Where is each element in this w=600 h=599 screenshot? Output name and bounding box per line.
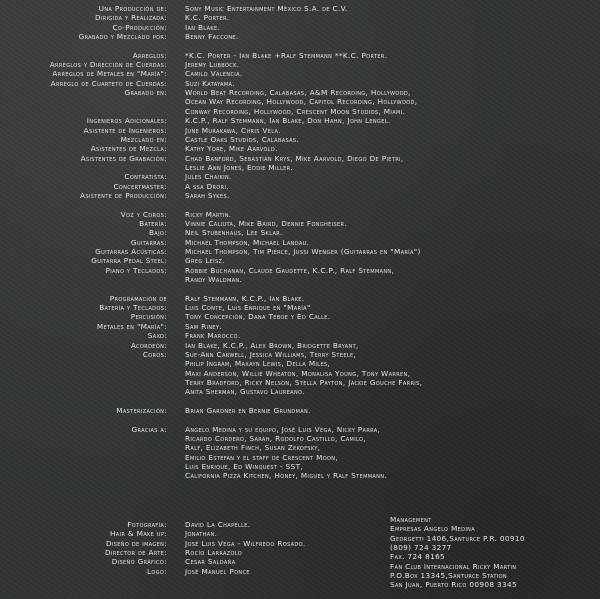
credit-label: Metales en "María": [96,321,167,331]
credit-label: Concertmaster: [113,181,167,191]
credit-row [0,378,600,387]
credit-value: World Beat Recording, Calabasas, A&M Recording, Hollywood, [185,88,411,98]
credit-row [0,135,600,144]
credit-value: Castle Oaks Studios, Calabasas. [185,134,300,144]
credit-row [0,275,600,284]
credit-label: Batería y Teclados: [99,303,167,313]
credit-value: *K.C. Porter - Ian Blake +Ralf Stemmann **K.C. Porter. [185,50,388,60]
credit-row [0,32,600,41]
credit-value: K.C.P., Ralf Stemmann, Ian Blake, Don Hahn, John Lengel. [185,116,391,126]
section-gap [0,41,600,50]
credit-label: Grabado y Mezclado por: [78,32,167,42]
credit-value: Greg Leisz. [185,256,225,266]
credit-label: Ingenieros Adicionales: [86,116,167,126]
design-credit-value: José Luis Vega - Wilfredo Rosado. [185,538,306,548]
credit-value: Emilio Estefan y el staff de Crescent Moon, [185,452,339,462]
credit-value: Conway Recording, Hollywood, Crescent Moon Studios, Miami. [185,106,406,116]
credit-value: Terry Bradford, Ricky Nelson, Stella Payton, Jackie Gouche Farris, [185,377,423,387]
credit-label: Co-Producción: [112,22,167,32]
credit-row [0,303,600,312]
credit-label: Acordeón: [130,340,167,350]
credit-row [0,13,600,22]
credit-row [0,88,600,97]
credit-row [0,387,600,396]
management-line: P.O.Box 13345,Santurce Station [390,571,507,581]
credit-label: Bajo: [148,228,167,238]
credit-label: Coros: [142,349,167,359]
credit-label: Guitarra Pedal Steel: [91,256,167,266]
credit-value: Angelo Medina y su equipo, José Luis Vega, Nicky Parra, [185,424,381,434]
section-gap [0,397,600,406]
design-credit-value: Jonathan. [185,529,218,539]
credit-value: Tony Concepción, Dana Teboe y Ed Calle. [185,312,331,322]
credit-row [0,60,600,69]
credit-label: Masterización: [116,405,167,415]
credit-value: Kathy Yore, Mike Aarvold. [185,144,278,154]
management-contact [390,515,525,590]
credit-row [0,322,600,331]
credit-value: California Pizza Kitchen, Honey, Miguel y Ralf Stemmann. [185,471,388,481]
credit-row [0,369,600,378]
management-line: (809) 724 3277 [390,543,452,553]
credit-row [0,126,600,135]
credit-label: Arreglos y Dirección de Cuerdas: [49,60,167,70]
credit-value: Jeremy Lubbock. [185,60,240,70]
design-credit-label: Diseño de imagen: [105,538,167,548]
credit-label: Arreglos: [132,50,167,60]
management-line: San Juan, Puerto Rico 00908 3345 [390,580,517,590]
credit-value: Suzi Katayama. [185,78,235,88]
credit-label: Asistentes de Mezcla: [90,144,167,154]
management-line: Management [390,515,432,524]
section-gap [0,415,600,424]
credit-value: Ralf Stemmann, K.C.P., Ian Blake. [185,293,305,303]
credit-row [0,182,600,191]
credit-row [0,294,600,303]
credit-value: Luis Enrique, Ed Winquest - SST, [185,462,304,472]
credit-row [0,312,600,321]
credit-label: Guitarras: [130,237,167,247]
credit-row [0,359,600,368]
credit-label: Arreglos de Metales en "María": [52,69,167,79]
credit-value: K.C. Porter. [185,13,230,23]
credit-value: Anita Sherman, Gustavo Laureano. [185,387,305,397]
credit-row [0,172,600,181]
credit-label: Batería: [139,219,167,228]
credit-value: Michael Thompson, Michael Landau. [185,237,310,247]
credit-label: Asistentes de Grabación: [80,153,167,163]
design-credit-label: Logo: [146,566,167,576]
credit-value: Sue-Ann Carwell, Jessica Williams, Terry Steele, [185,349,357,359]
section-gap [0,200,600,209]
credit-value: Sony Music Entertainment México S.A. de C.V. [185,4,348,13]
credits-block [0,4,600,481]
credit-value: Ricky Martin. [185,209,232,219]
credit-value: Neil Stubenhaus, Lee Sklar. [185,228,283,238]
credit-value: Ocean Way Recording, Hollywood, Capitol Recording, Hollywood, [185,97,418,107]
management-line: Fax. 724 8165 [390,552,446,562]
credit-row [0,238,600,247]
management-line: Fan Club Internacional Ricky Martin [390,561,517,571]
credit-row [0,163,600,172]
design-credit-label: Hair & Make up: [109,529,167,539]
credit-label: Una Producción de: [98,4,167,13]
credit-value: Jules Chaikin. [185,172,232,182]
credit-row [0,154,600,163]
credit-row [0,4,600,13]
credit-value: Sam Riney. [185,321,223,331]
credit-value: Randy Waldman. [185,275,243,285]
credit-row [0,210,600,219]
design-credit-value: Rocío Larrazolo [185,548,243,558]
credit-value: Ian Blake, K.C.P., Alex Brown, Bridgette Bryant, [185,340,359,350]
management-line: Empresas Angelo Medina [390,524,476,534]
management-line: Georgetti 1406,Santurce P.R. 00910 [390,533,525,543]
credit-row [0,434,600,443]
credit-row [0,69,600,78]
credit-label: Dirigida y Realizada: [94,13,167,23]
credit-label: Gracias a: [131,424,167,434]
credit-value: Brian Gardner en Bernie Grundman. [185,405,311,415]
design-credit-label: Diseño Gráfico: [111,557,167,567]
credit-row [0,51,600,60]
credit-row [0,266,600,275]
credit-label: Asistente de Producción: [80,190,167,200]
credit-label: Grabado en: [124,88,167,98]
credit-row [0,471,600,480]
credit-value: Luis Conte, Luis Enrique en "María" [185,303,311,313]
credit-value: Ralf, Elizabeth Finch, Susan Zekofsky, [185,443,321,453]
credit-value: Robbie Buchanan, Claude Gaudette, K.C.P., Ralf Stemmann, [185,265,395,275]
credit-value: A ssa Drori. [185,181,229,191]
credit-value: June Murakawa, Chris Vela. [185,125,281,135]
credit-row [0,97,600,106]
design-credit-label: Fotografía: [127,520,167,529]
credit-row [0,425,600,434]
credit-label: Saxo: [147,331,167,341]
credit-value: Michael Thompson, Tim Pierce, Jussi Wenger (Guitarras en "María") [185,247,421,257]
design-credit-value: Cesar Saldaña [185,557,236,567]
credit-row [0,191,600,200]
credit-label: Programación de [109,293,167,303]
credit-row [0,341,600,350]
credit-label: Guitarras Acústicas: [95,247,167,257]
credit-label: Contratista: [124,172,167,182]
credit-row [0,331,600,340]
credit-row [0,406,600,415]
design-credit-value: David La Chapelle. [185,520,251,529]
credit-label: Mezclado en: [120,134,167,144]
credit-label: Percusión: [130,312,167,322]
credit-row [0,453,600,462]
credit-row [0,247,600,256]
credit-value: Leslie Ann Jones, Eddie Miller. [185,162,294,172]
credit-row [0,219,600,228]
credit-row [0,256,600,265]
credit-row [0,350,600,359]
credit-label: Voz y Coros: [120,209,167,219]
credit-row [0,443,600,452]
credit-value: Frank Marocco. [185,331,241,341]
credit-row [0,462,600,471]
design-credit-value: José Manuel Ponce [185,566,250,576]
credit-row [0,228,600,237]
credit-value: Vinnie Caliuta, Mike Baird, Dennie Fongheiser. [185,219,348,228]
credit-label: Arreglo de Cuarteto de Cuerdas: [50,78,167,88]
credit-row [0,23,600,32]
credit-value: Ricardo Cordero, Sarah, Rodolfo Castillo, Camilo, [185,434,366,444]
credit-label: Piano y Teclados: [105,265,167,275]
credit-row [0,107,600,116]
credit-row [0,144,600,153]
credit-label: Asistente de Ingenieros: [83,125,167,135]
credit-value: Chad Banford, Sebastián Krys, Mike Aarvold, Diego De Pietri, [185,153,404,163]
credit-row [0,79,600,88]
credit-value: Maxi Anderson, Willie Wheaton, Monalisa Young, Tony Warren, [185,368,411,378]
section-gap [0,284,600,293]
credit-value: Sarah Sykes. [185,190,230,200]
credit-value: Ian Blake. [185,22,221,32]
credit-value: Benny Faccone. [185,32,239,42]
credit-value: Philip Ingram, Maxayn Lewis, Della Miles, [185,359,331,369]
credit-row [0,116,600,125]
credit-value: Camilo Valencia. [185,69,243,79]
design-credit-label: Director de Arte: [104,548,167,558]
